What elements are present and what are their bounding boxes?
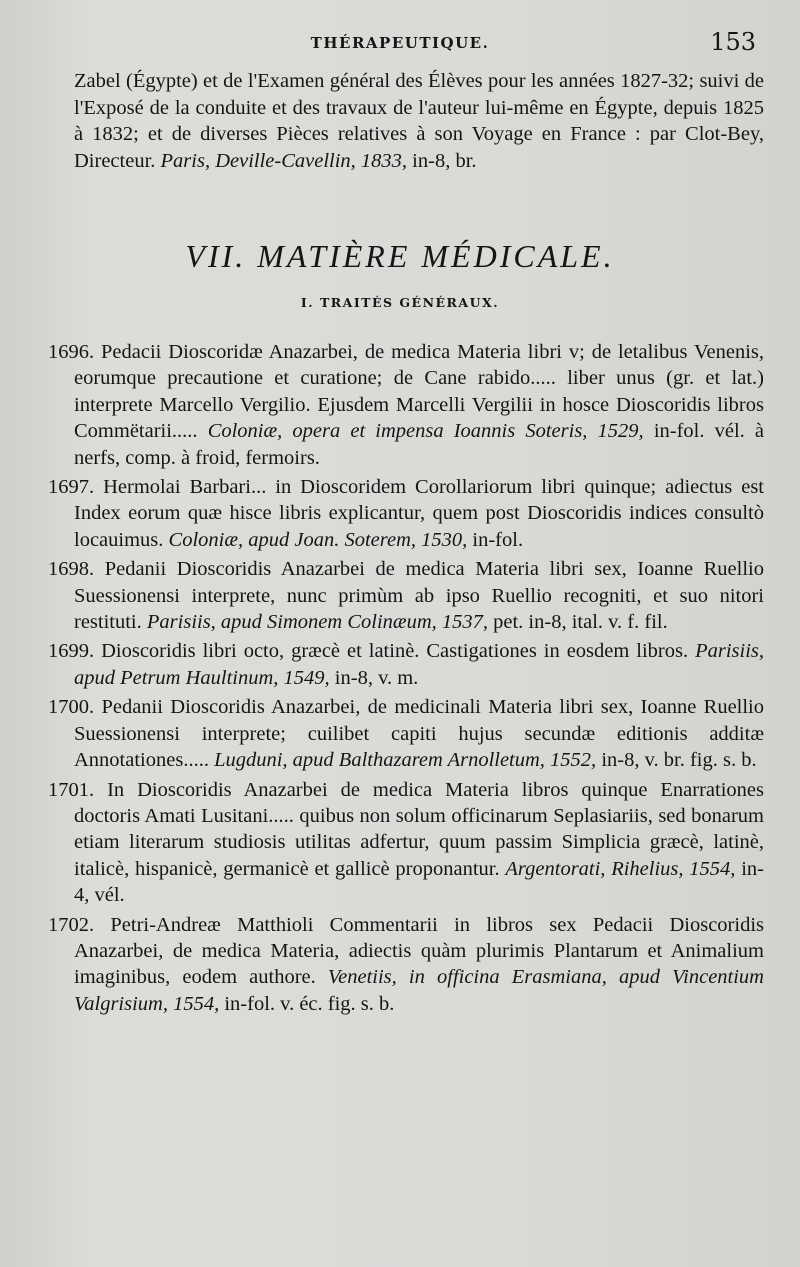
entry-text: Hermolai Barbari... in Dioscoridem Corollariorum libri quinque; adiectus est Index eorum quæ hisce libris explicantur, quem post Dioscoridis indices consultò locauimus. — [74, 476, 764, 551]
entry-tail: in-8, v. m. — [334, 666, 419, 689]
list-item — [48, 474, 764, 553]
continuation-text: Zabel (Égypte) et de l'Examen général des Élèves pour les années 1827-32; suivi de l'Exposé de la conduite et des travaux de l'auteur lui-même en Égypte, depuis 1825 à 1832; et de diverses Pièces relatives à son Voyage en France : par Clot-Bey, Directeur. — [74, 70, 764, 172]
entry-tail: in-8, v. br. fig. s. b. — [601, 749, 757, 772]
entry-text: Petri-Andreæ Matthioli Commentarii in libros sex Pedacii Dioscoridis Anazarbei, de medica Materia, adiectis quàm plurimis Plantarum et Animalium imaginibus, eodem authore. — [74, 913, 764, 989]
entry-text: Pedanii Dioscoridis Anazarbei, de medicinali Materia libri sex, Ioanne Ruellio Suessionensi interprete; cuilibet capiti hujus secundæ editionis additæ Annotationes..... — [74, 696, 764, 772]
running-title: THÉRAPEUTIQUE. — [310, 34, 490, 52]
continuation-format: in-8, br. — [412, 149, 477, 172]
list-item — [48, 339, 764, 471]
list-item — [48, 912, 764, 1018]
entry-list — [48, 339, 764, 1020]
entry-number: 1699. — [48, 640, 95, 663]
list-item — [48, 556, 764, 635]
entry-tail: in-fol. v. éc. fig. s. b. — [224, 992, 395, 1015]
entry-text: Dioscoridis libri octo, græcè et latinè. Castigationes in eosdem libros. — [101, 640, 689, 663]
entry-imprint: Venetiis, in officina Erasmiana, apud Vincentium Valgrisium, 1554, — [74, 966, 764, 1015]
entry-imprint: Lugduni, apud Balthazarem Arnolletum, 1552, — [214, 749, 597, 772]
entry-number: 1701. — [48, 778, 95, 801]
entry-tail: in-fol. — [472, 528, 524, 551]
section-title: VII. MATIÈRE MÉDICALE. — [185, 238, 615, 274]
continuation-paragraph — [74, 68, 764, 174]
entry-tail: in-4, vél. — [74, 857, 764, 907]
entry-imprint: Argentorati, Rihelius, 1554, — [505, 857, 736, 880]
entry-number: 1697. — [48, 476, 95, 499]
entry-number: 1700. — [48, 696, 95, 719]
entry-text: Pedacii Dioscoridæ Anazarbei, de medica Materia libri v; de letalibus Venenis, eorumque precautione et curatione; de Cane rabido..... liber unus (gr. et lat.) interprete Marcello Vergilio. Ejusdem Marcelli Vergilii in hosce Dioscoridis libros Commëtarii..... — [74, 341, 764, 443]
list-item — [48, 694, 764, 773]
entry-imprint: Coloniæ, opera et impensa Ioannis Soteris, 1529, — [207, 420, 644, 443]
entry-tail: pet. in-8, ital. v. f. fil. — [493, 611, 668, 634]
continuation-imprint: Paris, Deville-Cavellin, 1833, — [160, 149, 408, 172]
entry-text: Pedanii Dioscoridis Anazarbei de medica Materia libri sex, Ioanne Ruellio Suessionensi interprete, nunc primùm ab ipso Ruellio recogniti, et suo nitori restituti. — [74, 558, 764, 634]
page-number: 153 — [710, 28, 756, 56]
list-item — [48, 777, 764, 909]
entry-imprint: Parisiis, apud Petrum Haultinum, 1549, — [74, 640, 765, 689]
entry-number: 1696. — [48, 341, 95, 363]
list-item — [48, 638, 764, 691]
entry-number: 1702. — [48, 913, 95, 936]
entry-imprint: Coloniæ, apud Joan. Soterem, 1530, — [168, 528, 468, 551]
entry-text: In Dioscoridis Anazarbei de medica Materia libros quinque Enarrationes doctoris Amati Lusitani..... quibus non solum officinarum Seplasiariis, sed bonarum etiam literarum studiosis utilitas adfertur, quum passim Simplicia græcè, latinè, italicè, hispanicè, germanicè et gallicè proponantur. — [74, 778, 764, 880]
subsection-title: I. TRAITÉS GÉNÉRAUX. — [300, 295, 500, 310]
page-header — [0, 28, 800, 62]
entry-number: 1698. — [48, 558, 95, 581]
entry-imprint: Parisiis, apud Simonem Colinæum, 1537, — [146, 611, 489, 634]
entry-tail: in-fol. vél. à nerfs, comp. à froid, fermoirs. — [74, 420, 764, 469]
